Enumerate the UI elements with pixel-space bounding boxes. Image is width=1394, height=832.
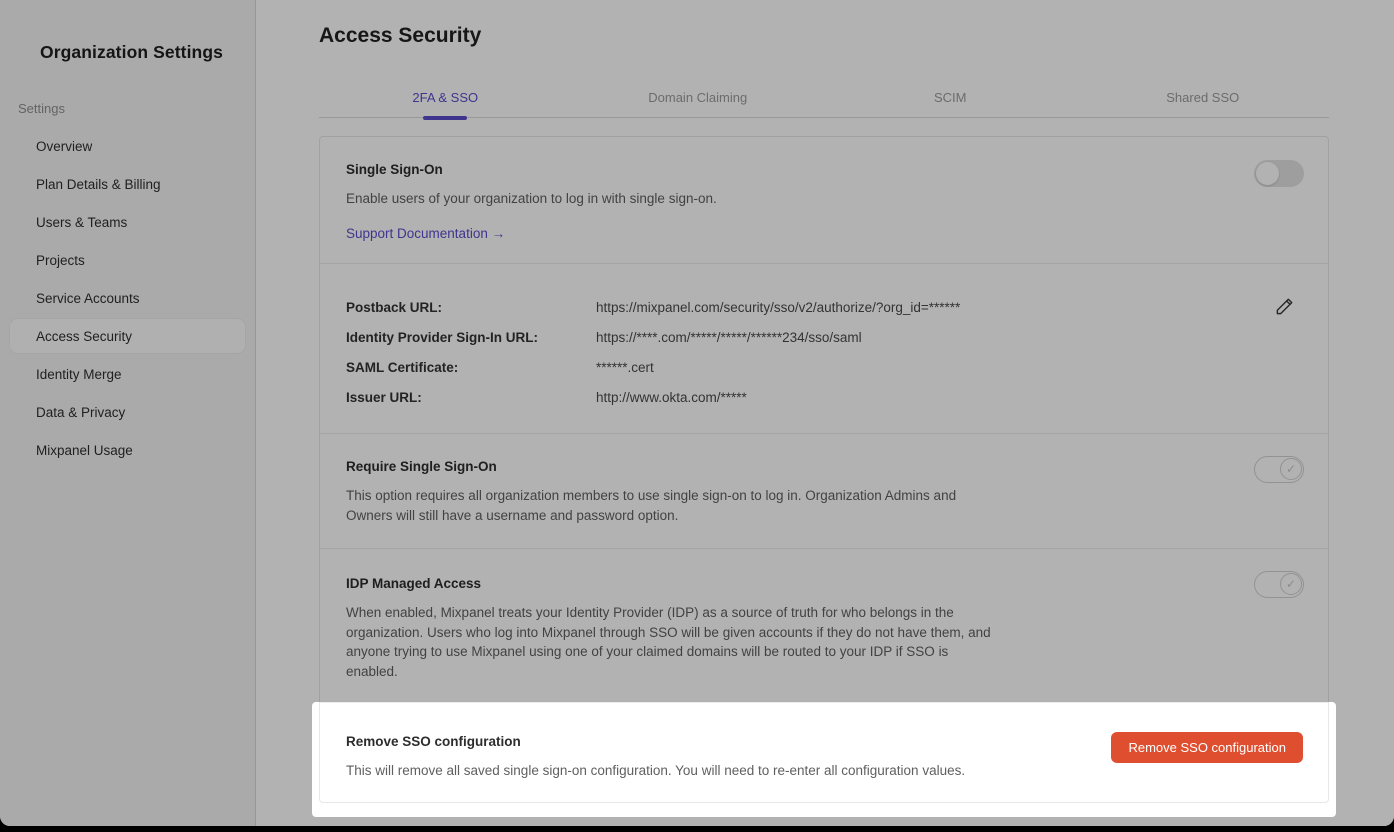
check-icon: ✓ [1285, 462, 1297, 476]
issuer-url-value: http://www.okta.com/***** [596, 389, 747, 405]
check-icon: ✓ [1285, 577, 1297, 591]
tab-2fa-sso[interactable] [319, 82, 572, 117]
detail-row-issuer-url [346, 382, 1302, 412]
active-tab-indicator [423, 116, 467, 120]
tab-domain-claiming[interactable]: Domain Claiming [648, 90, 748, 105]
section-sso-details [320, 264, 1328, 434]
sidebar-title: Organization Settings [40, 42, 223, 62]
main-content [257, 0, 1394, 826]
detail-row-idp-signin-url [346, 322, 1302, 352]
sso-title: Single Sign-On [346, 162, 443, 177]
sidebar-item-mixpanel-usage[interactable]: Mixpanel Usage [36, 442, 133, 458]
settings-card [319, 136, 1329, 803]
idp-signin-url-value: https://****.com/*****/*****/******234/sso/saml [596, 329, 862, 345]
tab-2fa-sso-label: 2FA & SSO [412, 90, 479, 105]
section-idp-managed-access [320, 549, 1328, 703]
sidebar-section-label: Settings [18, 101, 65, 116]
sidebar-item-identity-merge[interactable]: Identity Merge [36, 366, 122, 382]
sso-description: Enable users of your organization to log in with single sign-on. [346, 191, 717, 206]
sidebar-item-plan-details-billing[interactable]: Plan Details & Billing [36, 176, 161, 192]
saml-certificate-value: ******.cert [596, 359, 654, 375]
postback-url-label: Postback URL: [346, 299, 443, 315]
sidebar-item-data-privacy[interactable]: Data & Privacy [36, 404, 126, 420]
sidebar-item-users-teams[interactable]: Users & Teams [36, 214, 128, 230]
require-sso-description: This option requires all organization members to use single sign-on to log in. Organization Admins and Owners will still have a username and password option. [346, 488, 957, 523]
saml-certificate-label: SAML Certificate: [346, 359, 459, 375]
require-sso-toggle-knob [1280, 458, 1302, 480]
require-sso-toggle[interactable] [1254, 456, 1304, 483]
idp-toggle[interactable] [1254, 571, 1304, 598]
sidebar-nav [0, 127, 255, 469]
section-require-sso [320, 434, 1328, 549]
sso-toggle-knob [1256, 162, 1279, 185]
issuer-url-label: Issuer URL: [346, 389, 422, 405]
postback-url-value: https://mixpanel.com/security/sso/v2/authorize/?org_id=****** [596, 299, 961, 315]
settings-sidebar [0, 0, 256, 826]
detail-row-postback-url [346, 292, 1302, 322]
page-title: Access Security [319, 24, 482, 47]
pencil-icon [1274, 294, 1297, 317]
edit-sso-config-button[interactable] [1272, 292, 1298, 318]
idp-description: When enabled, Mixpanel treats your Identity Provider (IDP) as a source of truth for who belongs in the organization. Users who log into Mixpanel through SSO will be given accounts if they do not have them, and anyone trying to use Mixpanel using one of your claimed domains will be routed to your IDP if SSO is enabled. [346, 605, 991, 680]
require-sso-title: Require Single Sign-On [346, 459, 497, 474]
sidebar-item-service-accounts[interactable]: Service Accounts [36, 290, 140, 306]
detail-row-saml-certificate [346, 352, 1302, 382]
idp-signin-url-label: Identity Provider Sign-In URL: [346, 329, 539, 345]
tab-bar [319, 82, 1329, 118]
sidebar-item-overview[interactable]: Overview [36, 138, 93, 154]
idp-title: IDP Managed Access [346, 576, 482, 591]
section-remove-sso [320, 703, 1328, 803]
remove-sso-description: This will remove all saved single sign-on configuration. You will need to re-enter all configuration values. [346, 763, 966, 778]
tab-scim[interactable]: SCIM [934, 90, 967, 105]
tab-shared-sso[interactable]: Shared SSO [1166, 90, 1240, 105]
support-documentation-link[interactable]: Support Documentation → [346, 226, 506, 241]
remove-sso-configuration-button[interactable]: Remove SSO configuration [1111, 732, 1303, 763]
sso-toggle[interactable] [1254, 160, 1304, 187]
sidebar-item-access-security[interactable]: Access Security [10, 319, 245, 353]
sidebar-item-projects[interactable]: Projects [36, 252, 85, 268]
remove-sso-title: Remove SSO configuration [346, 734, 521, 749]
section-single-sign-on [320, 137, 1328, 264]
idp-toggle-knob [1280, 573, 1302, 595]
